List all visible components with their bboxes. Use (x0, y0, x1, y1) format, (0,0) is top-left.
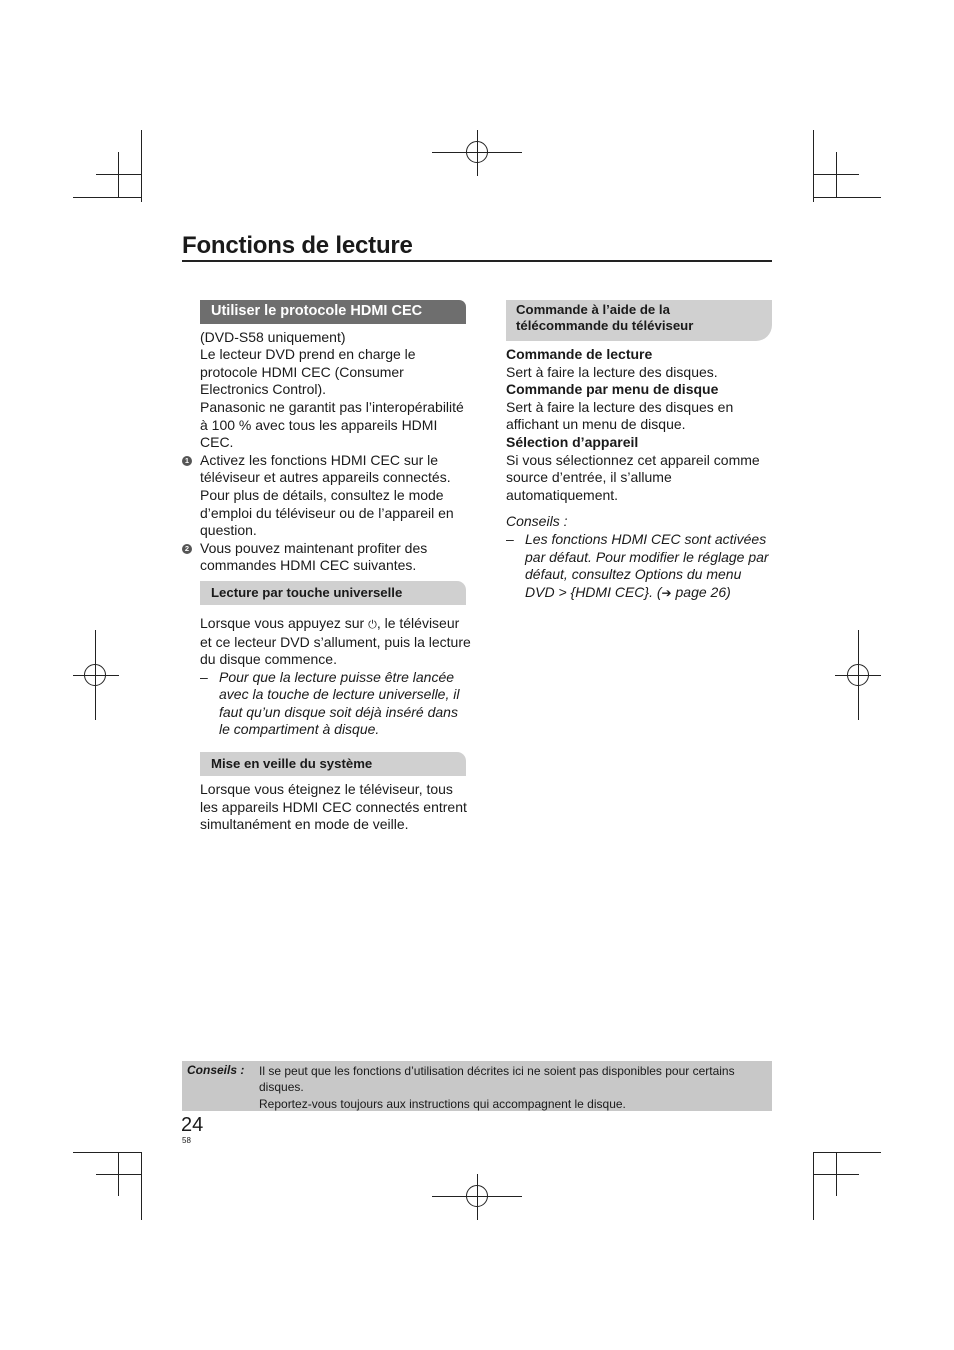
model-note: (DVD-S58 uniquement) (200, 328, 346, 345)
tips-page-ref: page 26 (675, 583, 727, 600)
footer-line-1: Il se peut que les fonctions d’utilisation décrites ici ne soient pas disponibles pour certains disques. (259, 1064, 735, 1095)
section-header-tv-remote: Commande à l’aide de la télécommande du téléviseur (506, 300, 772, 341)
footer-tips-label: Conseils : (187, 1063, 245, 1077)
section-header-system-standby: Mise en veille du système (200, 752, 466, 776)
play-control-text: Sert à faire la lecture des disques. (506, 363, 718, 380)
standby-paragraph: Lorsque vous éteignez le téléviseur, tous les appareils HDMI CEC connectés entrent simultanément en mode de veille. (200, 781, 467, 833)
step-2 (182, 540, 472, 575)
tips-note-text: Les fonctions HDMI CEC sont activées par défaut. Pour modifier le réglage par défaut, consultez Options du menu DVD > {HDMI CEC}. (525, 530, 769, 600)
intro-paragraph-1: Le lecteur DVD prend en charge le protocole HDMI CEC (Consumer Electronics Control). (200, 346, 416, 398)
arrow-right-icon: ➔ (661, 585, 672, 600)
section-header-one-touch-play: Lecture par touche universelle (200, 581, 466, 605)
page-number: 24 (181, 1114, 204, 1136)
one-touch-text-b: , le téléviseur et ce lecteur DVD s’allument, puis la lecture du disque commence. (200, 614, 471, 668)
right-column (506, 300, 774, 602)
one-touch-text-a: Lorsque vous appuyez sur (200, 614, 365, 631)
dash-marker: – (200, 668, 208, 685)
one-touch-note-text: Pour que la lecture puisse être lancée avec la touche de lecture universelle, il faut qu’un disque soit déjà inséré dans le compartiment à disque. (219, 668, 460, 738)
play-control-title: Commande de lecture (506, 346, 653, 362)
menu-control-title: Commande par menu de disque (506, 381, 719, 398)
intro-paragraph-2: Panasonic ne garantit pas l’interopérabilité à 100 % avec tous les appareils HDMI CEC. (200, 398, 464, 451)
power-icon: ⏻ (368, 617, 377, 631)
footer-line-2: Reportez-vous toujours aux instructions qui accompagnent le disque. (259, 1096, 626, 1111)
step-1 (182, 452, 472, 540)
tips-label: Conseils : (506, 513, 568, 530)
page-title: Fonctions de lecture (182, 232, 413, 259)
left-column (182, 300, 472, 834)
device-select-title: Sélection d’appareil (506, 433, 639, 450)
dash-marker: – (506, 530, 514, 547)
device-select-text: Si vous sélectionnez cet appareil comme source d’entrée, il s’allume automatiquement. (506, 451, 760, 503)
section-header-hdmi-cec: Utiliser le protocole HDMI CEC (200, 300, 466, 324)
step-2-text: Vous pouvez maintenant profiter des commandes HDMI CEC suivantes. (200, 539, 428, 574)
footer-tips-text (259, 1063, 769, 1112)
step-1-text: Activez les fonctions HDMI CEC sur le téléviseur et autres appareils connectés. Pour plus de détails, consultez le mode d’emploi du téléviseur ou de l’appareil en question. (200, 451, 454, 539)
menu-control-text: Sert à faire la lecture des disques en affichant un menu de disque. (506, 398, 734, 433)
tips-note: – Les fonctions HDMI CEC sont activées par défaut. Pour modifier le réglage par défaut, consultez Options du menu DVD > {HDMI CEC}. (➔ page 26) (506, 530, 769, 600)
one-touch-paragraph (200, 615, 472, 669)
one-touch-note (200, 669, 472, 739)
step-1-number-icon: 1 (182, 456, 192, 466)
page-sub-number: 58 (182, 1136, 191, 1145)
step-2-number-icon: 2 (182, 544, 192, 554)
title-rule (182, 260, 772, 262)
